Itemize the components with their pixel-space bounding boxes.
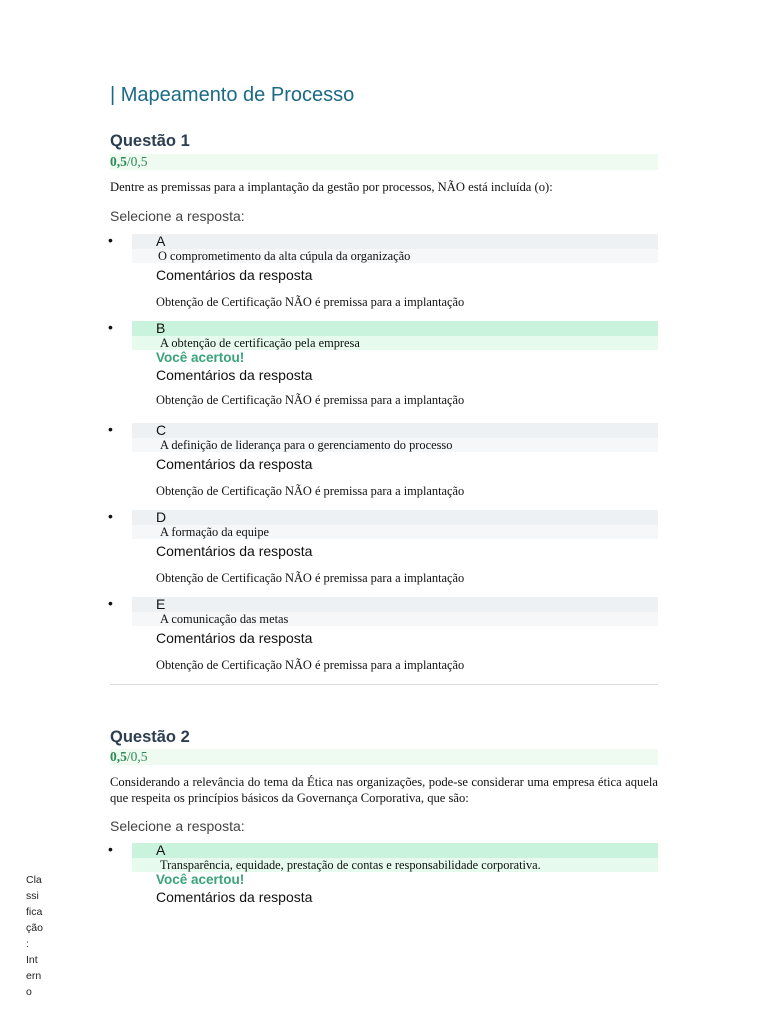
classification-line: Cla bbox=[26, 874, 42, 886]
correct-feedback: Você acertou! bbox=[156, 872, 245, 887]
option-letter: E bbox=[132, 597, 658, 612]
option-text: O comprometimento da alta cúpula da organização bbox=[132, 249, 658, 263]
option-text: A formação da equipe bbox=[132, 525, 658, 539]
bullet-icon: • bbox=[108, 421, 113, 437]
classification-line: ssi bbox=[26, 890, 39, 902]
classification-line: o bbox=[26, 986, 32, 998]
comment-label: Comentários da resposta bbox=[156, 367, 313, 383]
score-obtained: 0,5 bbox=[110, 154, 127, 169]
bullet-icon: • bbox=[108, 232, 113, 248]
classification-line: : bbox=[26, 938, 29, 950]
classification-line: ern bbox=[26, 970, 42, 982]
option-text: A definição de liderança para o gerenciamento do processo bbox=[132, 438, 658, 452]
option-a[interactable] bbox=[108, 841, 658, 906]
question-1-prompt: Dentre as premissas para a implantação da gestão por processos, NÃO está incluída (o): bbox=[110, 180, 553, 194]
comment-text: Obtenção de Certificação NÃO é premissa para a implantação bbox=[156, 295, 465, 309]
bullet-icon: • bbox=[108, 595, 113, 611]
option-letter: A bbox=[132, 843, 658, 858]
option-text: A comunicação das metas bbox=[132, 612, 658, 626]
option-letter: A bbox=[132, 234, 658, 249]
option-e[interactable] bbox=[108, 595, 658, 672]
score-max: /0,5 bbox=[126, 154, 148, 169]
comment-text: Obtenção de Certificação NÃO é premissa para a implantação bbox=[156, 484, 465, 498]
classification-line: fica bbox=[26, 906, 43, 918]
correct-feedback: Você acertou! bbox=[156, 350, 245, 365]
option-d[interactable] bbox=[108, 508, 658, 585]
score-obtained: 0,5 bbox=[110, 749, 127, 764]
bullet-icon: • bbox=[108, 841, 113, 857]
option-text: A obtenção de certificação pela empresa bbox=[132, 336, 658, 350]
option-b[interactable] bbox=[108, 319, 658, 407]
page-title: | Mapeamento de Processo bbox=[110, 84, 355, 106]
question-2-score bbox=[110, 749, 658, 765]
question-1-score bbox=[110, 154, 658, 170]
option-letter: C bbox=[132, 423, 658, 438]
option-letter: B bbox=[132, 321, 658, 336]
comment-label: Comentários da resposta bbox=[156, 889, 313, 905]
comment-label: Comentários da resposta bbox=[156, 543, 313, 559]
question-2-prompt: Considerando a relevância do tema da Ética nas organizações, pode-se considerar uma empresa ética aquela que respeita os princípios básicos da Governança Corporativa, que são: bbox=[110, 775, 658, 805]
classification-line: ção bbox=[26, 922, 43, 934]
score-max: /0,5 bbox=[126, 749, 148, 764]
option-letter: D bbox=[132, 510, 658, 525]
comment-label: Comentários da resposta bbox=[156, 630, 313, 646]
question-2-heading: Questão 2 bbox=[110, 728, 190, 746]
bullet-icon: • bbox=[108, 508, 113, 524]
comment-label: Comentários da resposta bbox=[156, 456, 313, 472]
comment-label: Comentários da resposta bbox=[156, 267, 313, 283]
question-divider bbox=[110, 684, 658, 685]
bullet-icon: • bbox=[108, 319, 113, 335]
comment-text: Obtenção de Certificação NÃO é premissa para a implantação bbox=[156, 393, 465, 407]
comment-text: Obtenção de Certificação NÃO é premissa para a implantação bbox=[156, 658, 465, 672]
question-1-heading: Questão 1 bbox=[110, 132, 190, 150]
option-text: Transparência, equidade, prestação de contas e responsabilidade corporativa. bbox=[132, 858, 658, 872]
option-c[interactable] bbox=[108, 421, 658, 498]
comment-text: Obtenção de Certificação NÃO é premissa para a implantação bbox=[156, 571, 465, 585]
select-answer-label: Selecione a resposta: bbox=[110, 208, 245, 224]
classification-line: Int bbox=[26, 954, 38, 966]
option-a[interactable] bbox=[108, 232, 658, 309]
classification-label bbox=[26, 872, 48, 1000]
select-answer-label: Selecione a resposta: bbox=[110, 818, 245, 834]
